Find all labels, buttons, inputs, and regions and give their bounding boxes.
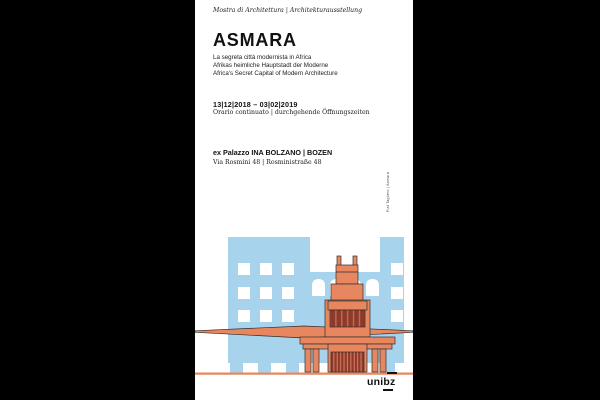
opening-hours: Orario continuato | durchgehende Öffnungszeiten xyxy=(213,109,370,116)
exhibition-poster xyxy=(195,0,413,400)
unibz-logo xyxy=(367,372,405,391)
poster-subtitles xyxy=(213,54,338,78)
unibz-logo-text: unibz xyxy=(367,376,396,388)
vertical-credit-text: Fiat Tagliero | Asmara xyxy=(386,171,390,212)
subtitle-german: Afrikas heimliche Hauptstadt der Moderne xyxy=(213,61,329,69)
venue-name: ex Palazzo INA BOLZANO | BOZEN xyxy=(213,148,333,157)
unibz-logo-top-bar xyxy=(387,372,397,374)
exhibition-dates: 13|12|2018 – 03|02|2019 xyxy=(213,100,298,109)
poster-title: ASMARA xyxy=(213,30,297,50)
subtitle-italian: La segreta città modernista in Africa xyxy=(213,54,312,61)
exhibition-type-line: Mostra di Architettura | Architekturausstellung xyxy=(213,7,363,14)
unibz-logo-bottom-bar xyxy=(383,389,393,391)
subtitle-english: Africa's Secret Capital of Modern Architecture xyxy=(213,69,338,77)
venue-address: Via Rosmini 48 | Rosministraße 48 xyxy=(213,159,322,166)
